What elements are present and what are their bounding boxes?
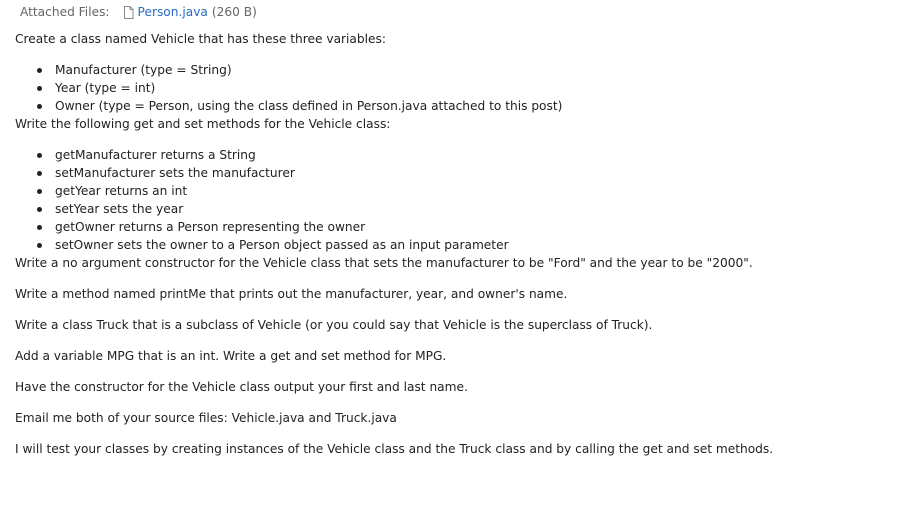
testing-note: I will test your classes by creating instances of the Vehicle class and the Truck class and by calling the get and set methods. [15, 442, 774, 456]
email-instructions: Email me both of your source files: Vehicle.java and Truck.java [15, 411, 397, 425]
post-body [15, 30, 905, 458]
truck-subclass-instructions: Write a class Truck that is a subclass of Vehicle (or you could say that Vehicle is the superclass of Truck). [15, 318, 653, 332]
list-item: getYear returns an int [15, 182, 905, 200]
list-item: setYear sets the year [15, 200, 905, 218]
name-output-instructions: Have the constructor for the Vehicle class output your first and last name. [15, 380, 468, 394]
list-item: getManufacturer returns a String [15, 146, 905, 164]
list-item: Owner (type = Person, using the class defined in Person.java attached to this post) [15, 97, 905, 115]
document-icon [122, 6, 135, 19]
intro-text: Create a class named Vehicle that has these three variables: [15, 32, 386, 46]
list-item: setOwner sets the owner to a Person object passed as an input parameter [15, 236, 905, 254]
attached-files-label: Attached Files: [20, 5, 110, 19]
constructor-instructions: Write a no argument constructor for the Vehicle class that sets the manufacturer to be "Ford" and the year to be "2000". [15, 256, 753, 270]
mpg-instructions: Add a variable MPG that is an int. Write a get and set method for MPG. [15, 349, 447, 363]
list-item: Year (type = int) [15, 79, 905, 97]
list-item: setManufacturer sets the manufacturer [15, 164, 905, 182]
methods-intro-text: Write the following get and set methods for the Vehicle class: [15, 117, 391, 131]
variables-list [15, 61, 905, 115]
printme-instructions: Write a method named printMe that prints out the manufacturer, year, and owner's name. [15, 287, 568, 301]
methods-list [15, 146, 905, 254]
attached-files-bar [20, 4, 257, 20]
list-item: Manufacturer (type = String) [15, 61, 905, 79]
list-item: getOwner returns a Person representing the owner [15, 218, 905, 236]
attachment-link-person-java[interactable]: Person.java [137, 5, 208, 19]
attachment-file-size: (260 B) [211, 5, 257, 19]
